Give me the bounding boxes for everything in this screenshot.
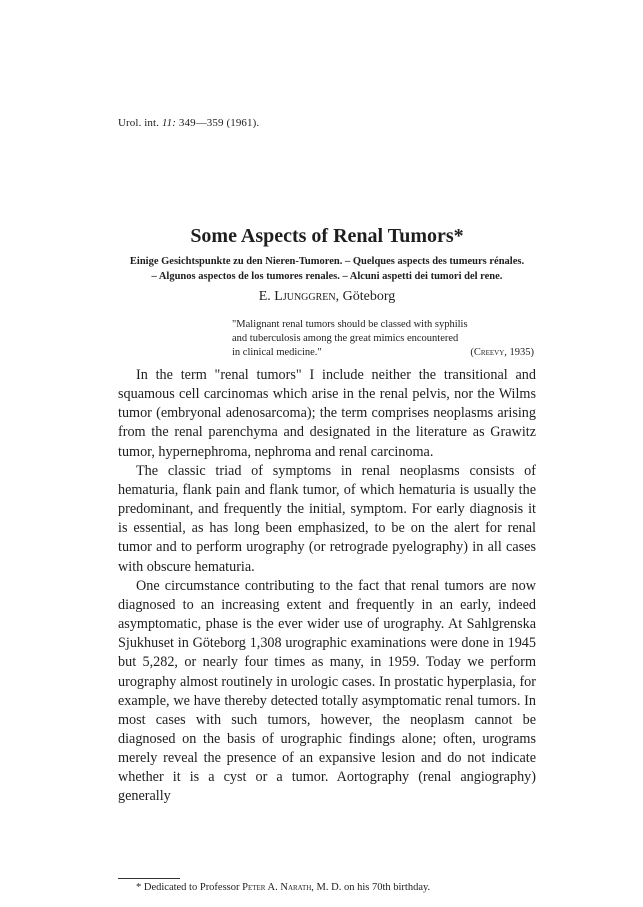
author-city: Göteborg <box>342 289 396 304</box>
footnote-text: Dedicated to Professor <box>143 882 240 893</box>
body-paragraph: One circumstance contributing to the fact that renal tumors are now diagnosed to an increasing extent and frequently in an early, indeed asymptomatic, phase is the ever wider use of urography. At Sahlgrenska Sjukhuset in Göteborg 1,308 urographic examinations were done in 1945 but 5,282, or nearly four times as many, in 1959. Today we perform urography almost routinely in urologic cases. In prostatic hyperplasia, for example, we have thereby detected totally asymptomatic renal tumors. In most cases with such tumors, however, the neoplasm cannot be diagnosed on the basis of urographic findings alone; often, urograms merely reveal the presence of an expansive lesion and do not indicate whether it is a cyst or a tumor. Aortography (renal angiography) generally <box>118 577 536 805</box>
footnote-divider <box>118 878 180 879</box>
article-title: Some Aspects of Renal Tumors* <box>190 225 464 247</box>
body-paragraph: The classic triad of symptoms in renal neoplasms consists of hematuria, flank pain and flank tumor, of which hematuria is usually the predominant, and frequently the initial, symptom. For early diagnosis it is essential, as has long been emphasized, to be on the alert for renal tumor and to perform urography (or retrograde pyelography) in all cases with obscure hematuria. <box>118 462 536 575</box>
translated-titles <box>112 254 542 284</box>
body-paragraph: In the term "renal tumors" I include neither the transitional and squamous cell carcinomas which arise in the renal pelvis, nor the Wilms tumor (embryonal adenosarcoma); the term comprises neoplasms arising from the renal parenchyma and designated in the literature as Grawitz tumor, hypernephroma, nephroma and renal carcinoma. <box>118 367 536 460</box>
epigraph <box>232 318 534 360</box>
author-line <box>118 289 536 305</box>
epigraph-line: and tuberculosis among the great mimics encountered <box>232 333 459 344</box>
journal-name: Urol. int. <box>118 117 160 129</box>
footnote-honoree: Peter A. Narath, <box>242 882 314 893</box>
journal-volume: 11: <box>161 117 177 129</box>
footnote-text-end: M. D. on his 70th birthday. <box>316 882 431 893</box>
journal-citation <box>118 117 259 129</box>
article-body <box>118 366 536 807</box>
journal-pages-year: 349—359 (1961). <box>178 117 260 129</box>
footnote-marker: * <box>136 882 142 893</box>
translated-title-line: – Algunos aspectos de los tumores renales. – Alcuni aspetti dei tumori del rene. <box>151 271 503 282</box>
epigraph-line: in clinical medicine." <box>232 347 322 358</box>
footnote <box>136 882 536 893</box>
author-name: E. Ljunggren, <box>258 289 340 304</box>
translated-title-line: Einige Gesichtspunkte zu den Nieren-Tumoren. – Quelques aspects des tumeurs rénales. <box>129 256 525 267</box>
epigraph-line: "Malignant renal tumors should be classed with syphilis <box>232 319 468 330</box>
epigraph-last-line <box>232 346 534 360</box>
epigraph-source: (Creevy, 1935) <box>470 347 534 358</box>
